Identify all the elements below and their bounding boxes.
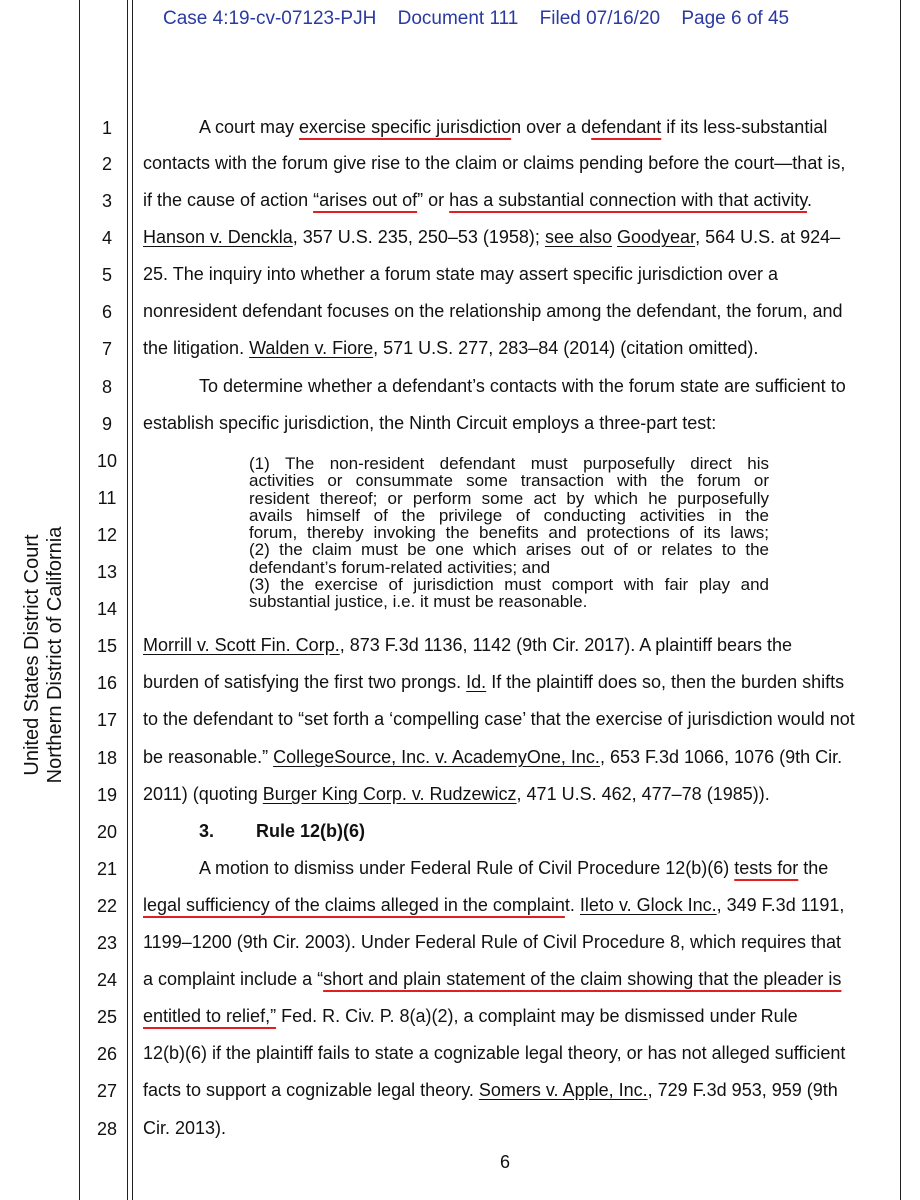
line-number: 3 (101, 191, 112, 211)
text-line-6: nonresident defendant focuses on the relationship among the defendant, the forum, and (143, 301, 843, 321)
text-line-5: 25. The inquiry into whether a forum state may assert specific jurisdiction over a (143, 264, 778, 284)
line-number: 27 (96, 1081, 118, 1101)
court-sidebar (12, 526, 72, 784)
text-line-19: 2011) (quoting Burger King Corp. v. Rudzewicz, 471 U.S. 462, 477–78 (1985)). (143, 784, 770, 804)
highlighted-text: efendant (591, 117, 662, 137)
filed-date: Filed 07/16/20 (539, 8, 661, 29)
text-line-17: to the defendant to “set forth a ‘compelling case’ that the exercise of jurisdiction would not (143, 709, 855, 729)
line-number: 15 (96, 636, 118, 656)
case-citation: Hanson v. Denckla (143, 227, 293, 247)
text-line-26: 12(b)(6) if the plaintiff fails to state a cognizable legal theory, or has not alleged sufficient (143, 1043, 846, 1063)
text-line-22: legal sufficiency of the claims alleged in the complaint. Ileto v. Glock Inc., 349 F.3d 1191, (143, 895, 845, 915)
line-number: 9 (101, 414, 112, 434)
highlighted-text: tests for (734, 858, 799, 878)
line-number: 1 (101, 118, 112, 138)
quote-line: activities or consummate some transaction with the forum or (249, 471, 769, 491)
line-number: 10 (96, 451, 118, 471)
text-line-28: Cir. 2013). (143, 1118, 227, 1138)
line-number: 12 (96, 525, 118, 545)
quote-line: (1) The non-resident defendant must purposefully direct his (249, 454, 769, 473)
highlighted-text: legal sufficiency of the claims alleged in the complain (143, 895, 565, 915)
text-line-18: be reasonable.” CollegeSource, Inc. v. AcademyOne, Inc., 653 F.3d 1066, 1076 (9th Cir. (143, 747, 843, 767)
signal-see-also: see also (544, 227, 612, 247)
highlighted-text: short and plain statement of the claim showing that the pleader is (323, 969, 842, 989)
text-line-9: establish specific jurisdiction, the Ninth Circuit employs a three-part test: (143, 413, 717, 433)
inner-margin-rule-1 (127, 0, 128, 1200)
quote-line: (2) the claim must be one which arises out of or relates to the (249, 540, 769, 560)
section-heading: Rule 12(b)(6) (256, 821, 366, 841)
line-number: 8 (101, 377, 112, 397)
text-line-21: A motion to dismiss under Federal Rule of Civil Procedure 12(b)(6) tests for the (199, 858, 829, 878)
text-line-2: contacts with the forum give rise to the claim or claims pending before the court—that is, (143, 153, 846, 173)
line-number: 24 (96, 970, 118, 990)
document-number: Document 111 (397, 8, 519, 29)
line-number: 18 (96, 748, 118, 768)
quote-line: (3) the exercise of jurisdiction must comport with fair play and (249, 575, 769, 595)
case-citation: CollegeSource, Inc. v. AcademyOne, Inc. (273, 747, 600, 767)
text-line-1: A court may exercise specific jurisdiction over a defendant if its less-substantial (199, 117, 828, 137)
line-number: 5 (101, 265, 112, 285)
inner-margin-rule-2 (132, 0, 133, 1200)
line-number: 14 (96, 599, 118, 619)
text-line-15: Morrill v. Scott Fin. Corp., 873 F.3d 1136, 1142 (9th Cir. 2017). A plaintiff bears the (143, 635, 793, 655)
line-number: 13 (96, 562, 118, 582)
case-citation: Morrill v. Scott Fin. Corp. (143, 635, 340, 655)
line-number: 2 (101, 154, 112, 174)
line-number: 6 (101, 302, 112, 322)
text-line-4: Hanson v. Denckla, 357 U.S. 235, 250–53 (1958); see also Goodyear, 564 U.S. at 924– (143, 227, 841, 247)
text-line-23: 1199–1200 (9th Cir. 2003). Under Federal Rule of Civil Procedure 8, which requires that (143, 932, 842, 952)
line-number: 17 (96, 710, 118, 730)
text-line-16: burden of satisfying the first two prongs. Id. If the plaintiff does so, then the burden shifts (143, 672, 845, 692)
text-line-24: a complaint include a “short and plain statement of the claim showing that the pleader is (143, 969, 842, 989)
case-number: Case 4:19-cv-07123-PJH (163, 8, 377, 29)
quote-line: forum, thereby invoking the benefits and protections of its laws; (249, 523, 769, 543)
case-citation: Ileto v. Glock Inc. (579, 895, 717, 915)
right-margin-rule (900, 0, 901, 1200)
case-citation: Somers v. Apple, Inc. (478, 1080, 648, 1100)
line-number: 11 (97, 488, 117, 508)
line-number: 21 (96, 859, 118, 879)
text-line-27: facts to support a cognizable legal theory. Somers v. Apple, Inc., 729 F.3d 953, 959 (9th (143, 1080, 838, 1100)
case-citation: Id. (466, 672, 487, 692)
court-name: United States District Court (21, 534, 43, 776)
quote-line: defendant’s forum-related activities; and (249, 557, 551, 577)
line-number: 19 (96, 785, 118, 805)
line-number: 22 (96, 896, 118, 916)
line-number: 23 (96, 933, 118, 953)
highlighted-text: “arises out of (313, 190, 418, 210)
case-citation: Goodyear (617, 227, 696, 247)
text-line-7: the litigation. Walden v. Fiore, 571 U.S. 277, 283–84 (2014) (citation omitted). (143, 338, 759, 358)
line-number: 16 (96, 673, 118, 693)
text-line-25: entitled to relief,” Fed. R. Civ. P. 8(a)(2), a complaint may be dismissed under Rule (143, 1006, 798, 1026)
line-number: 25 (96, 1007, 118, 1027)
line-number: 20 (96, 822, 118, 842)
highlighted-text: entitled to relief,” (143, 1006, 277, 1026)
document-header (163, 8, 805, 30)
line-number: 7 (101, 339, 112, 359)
quote-line: avails himself of the privilege of conducting activities in the (249, 505, 769, 525)
section-number: 3. (199, 821, 215, 841)
highlighted-text: has a substantial connection with that activity (449, 190, 808, 210)
left-margin-rule (79, 0, 80, 1200)
page-indicator: Page 6 of 45 (681, 8, 790, 29)
quote-line: substantial justice, i.e. it must be reasonable. (249, 592, 588, 612)
case-citation: Burger King Corp. v. Rudzewicz (262, 784, 517, 804)
page-number: 6 (499, 1152, 510, 1172)
highlighted-text: exercise specific jurisdictio (299, 117, 512, 137)
case-citation: Walden v. Fiore (249, 338, 374, 358)
line-number: 26 (96, 1044, 118, 1064)
line-number: 4 (101, 228, 112, 248)
block-quote (249, 455, 769, 611)
text-line-3: if the cause of action “arises out of” or has a substantial connection with that activity. (143, 190, 813, 210)
text-line-8: To determine whether a defendant’s contacts with the forum state are sufficient to (199, 376, 846, 396)
district-name: Northern District of California (44, 526, 66, 784)
quote-line: resident thereof; or perform some act by which he purposefully (249, 488, 769, 508)
line-number: 28 (96, 1119, 118, 1139)
